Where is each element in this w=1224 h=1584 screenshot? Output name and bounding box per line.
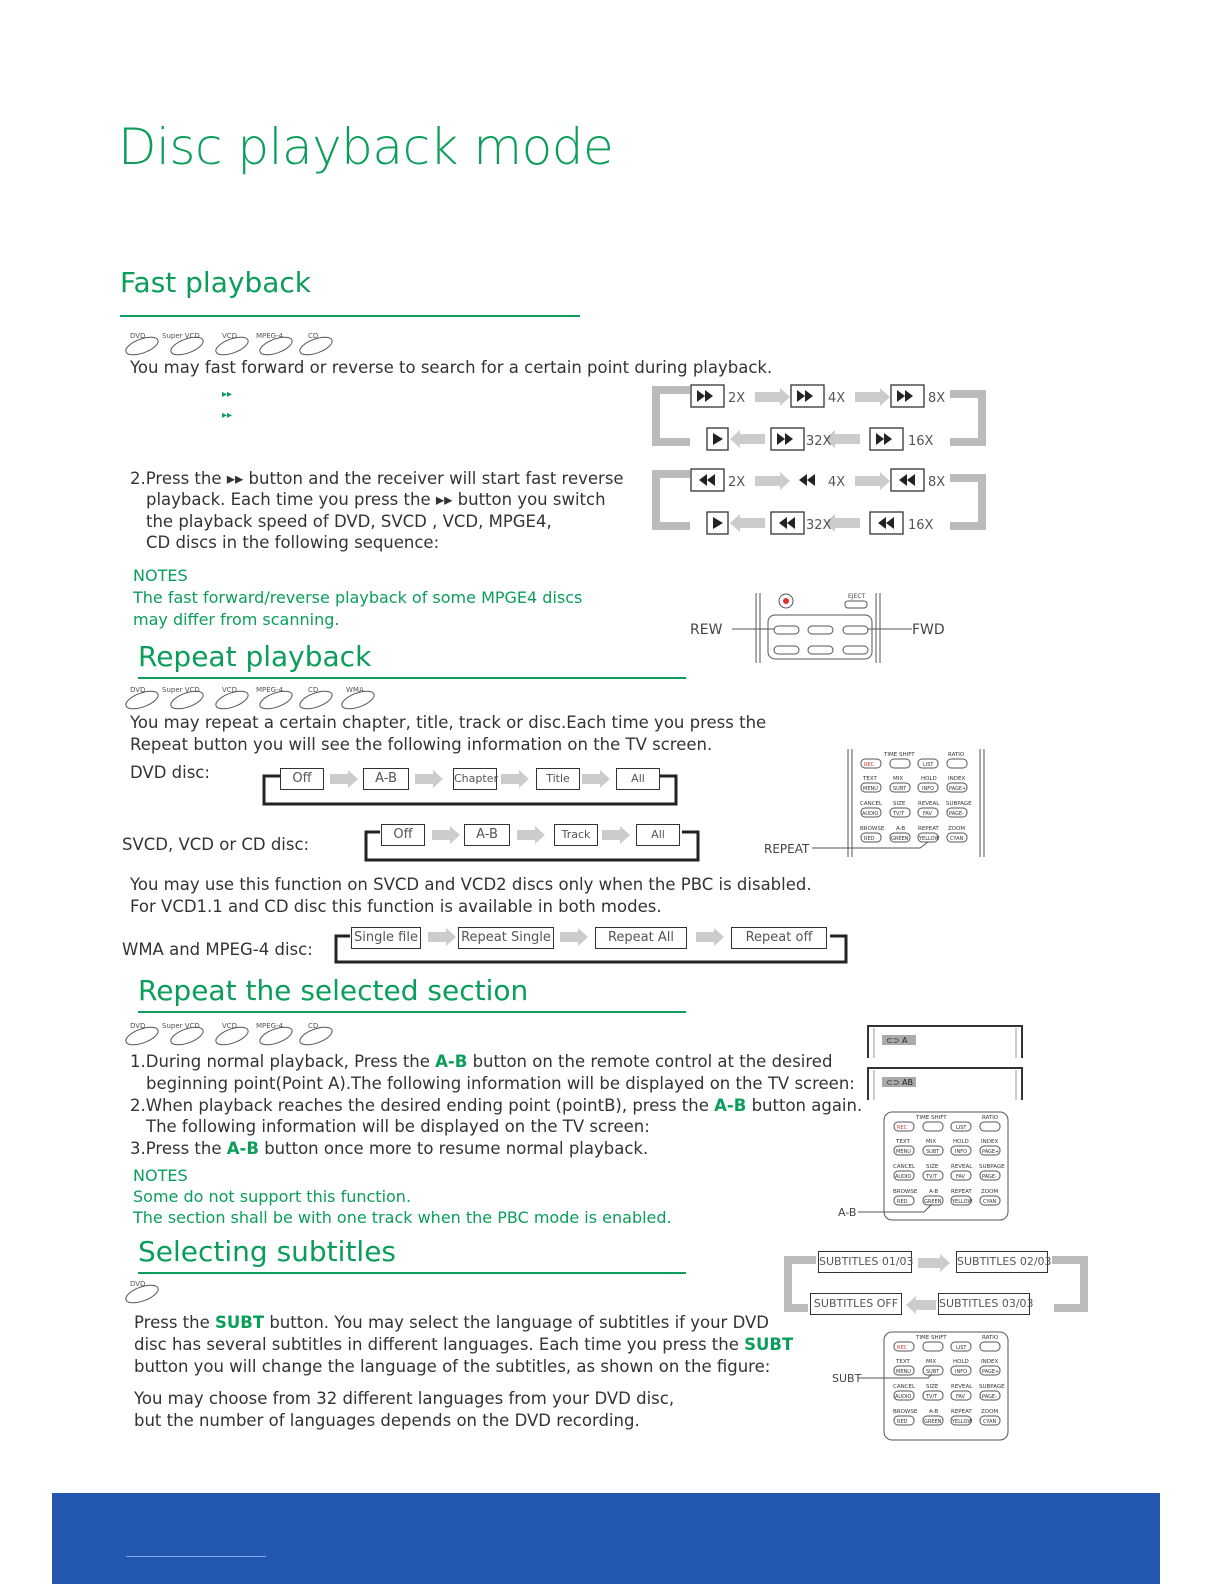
section-notes-line2: The section shall be with one track when the PBC mode is enabled. bbox=[133, 1208, 672, 1227]
svg-text:REC: REC bbox=[897, 1125, 908, 1131]
svg-text:MENU: MENU bbox=[896, 1369, 911, 1375]
reverse-speed-diagram bbox=[650, 466, 990, 536]
svg-text:CYAN: CYAN bbox=[950, 836, 964, 842]
svcd-seq-all: All bbox=[636, 824, 680, 846]
svg-text:⊂⊃: ⊂⊃ bbox=[886, 1036, 900, 1045]
fwd-label: FWD bbox=[912, 622, 945, 638]
speed-label: 8X bbox=[928, 475, 946, 490]
eject-label: EJECT bbox=[848, 593, 866, 600]
subt-line5: but the number of languages depends on the DVD recording. bbox=[134, 1411, 640, 1430]
svg-text:A-B: A-B bbox=[929, 1409, 939, 1415]
svg-text:MIX: MIX bbox=[893, 776, 904, 782]
svg-text:SIZE: SIZE bbox=[893, 801, 906, 807]
svg-text:REVEAL: REVEAL bbox=[951, 1384, 973, 1390]
ab-screens bbox=[864, 1022, 1028, 1102]
svg-text:SUBPAGE: SUBPAGE bbox=[946, 801, 972, 807]
svg-text:MENU: MENU bbox=[896, 1149, 911, 1155]
svcd-seq-off: Off bbox=[381, 824, 425, 846]
repeat-section-heading: Repeat the selected section bbox=[138, 974, 529, 1007]
repeat-intro-line2: Repeat button you will see the following information on the TV screen. bbox=[130, 735, 713, 754]
dvd-seq-all: All bbox=[616, 768, 660, 790]
svg-text:YELLOW: YELLOW bbox=[952, 1199, 973, 1205]
svg-text:SUBT: SUBT bbox=[926, 1149, 940, 1155]
svg-text:SUBT: SUBT bbox=[893, 786, 907, 792]
subtitles-disc-icons bbox=[124, 1278, 164, 1306]
svg-text:AUDIO: AUDIO bbox=[862, 811, 879, 817]
svg-text:RATIO: RATIO bbox=[948, 752, 965, 758]
svg-text:PAGE-: PAGE- bbox=[982, 1394, 997, 1400]
svg-text:SUBPAGE: SUBPAGE bbox=[979, 1164, 1005, 1170]
fast-step2-line2: playback. Each time you press the ▸▸ button you switch bbox=[146, 490, 606, 509]
svg-text:RED: RED bbox=[897, 1419, 908, 1425]
disc-icon-label: Super VCD bbox=[162, 686, 200, 694]
ab-remote-illustration bbox=[836, 1108, 1016, 1226]
dvd-seq-ab: A-B bbox=[363, 768, 409, 790]
wma-seq-repeat-off: Repeat off bbox=[731, 927, 827, 949]
speed-label: 32X bbox=[806, 518, 832, 533]
svg-text:SIZE: SIZE bbox=[926, 1164, 939, 1170]
svcd-disc-label: SVCD, VCD or CD disc: bbox=[122, 835, 310, 854]
svg-text:INFO: INFO bbox=[955, 1149, 968, 1155]
svg-text:SUBPAGE: SUBPAGE bbox=[979, 1384, 1005, 1390]
svg-text:FAV: FAV bbox=[956, 1174, 965, 1180]
rew-label: REW bbox=[690, 622, 723, 638]
speed-label: 2X bbox=[728, 391, 746, 406]
disc-icon-label: VCD bbox=[222, 686, 238, 694]
pbc-line1: You may use this function on SVCD and VCD2 discs only when the PBC is disabled. bbox=[130, 875, 812, 894]
fast-disc-icons bbox=[124, 330, 344, 358]
fast-notes-title: NOTES bbox=[133, 566, 188, 585]
svg-text:PAGE+: PAGE+ bbox=[949, 786, 967, 792]
svg-text:INFO: INFO bbox=[955, 1369, 968, 1375]
svg-text:MENU: MENU bbox=[863, 786, 878, 792]
svg-text:TIME SHIFT: TIME SHIFT bbox=[916, 1335, 947, 1341]
svg-text:REPEAT: REPEAT bbox=[951, 1189, 972, 1195]
disc-icon-label: VCD bbox=[222, 332, 238, 340]
svg-text:⊂⊃: ⊂⊃ bbox=[886, 1078, 900, 1087]
svg-text:CANCEL: CANCEL bbox=[893, 1164, 916, 1170]
fast-intro: You may fast forward or reverse to search for a certain point during playback. bbox=[130, 358, 773, 377]
svg-text:GREEN: GREEN bbox=[924, 1419, 942, 1425]
subt-line2: disc has several subtitles in different languages. Each time you press the SUBT bbox=[134, 1335, 794, 1354]
svg-text:REC: REC bbox=[897, 1345, 908, 1351]
disc-icon-label: DVD bbox=[130, 1022, 146, 1030]
dvd-seq-off: Off bbox=[280, 768, 324, 790]
section-step1: 1.During normal playback, Press the A-B button on the remote control at the desired bbox=[130, 1052, 833, 1071]
repeat-playback-heading: Repeat playback bbox=[138, 640, 372, 673]
svg-text:HOLD: HOLD bbox=[953, 1359, 969, 1365]
svg-text:AUDIO: AUDIO bbox=[895, 1174, 912, 1180]
svg-text:PAGE-: PAGE- bbox=[949, 811, 964, 817]
disc-icon-label: DVD bbox=[130, 686, 146, 694]
subt-line4: You may choose from 32 different languages from your DVD disc, bbox=[134, 1389, 675, 1408]
svg-text:BROWSE: BROWSE bbox=[860, 826, 885, 832]
speed-label: 16X bbox=[908, 518, 934, 533]
svg-text:ZOOM: ZOOM bbox=[981, 1189, 999, 1195]
svg-text:TIME SHIFT: TIME SHIFT bbox=[916, 1115, 947, 1121]
fast-step2-line4: CD discs in the following sequence: bbox=[146, 533, 440, 552]
ff-icon: ▸▸ bbox=[222, 389, 233, 400]
svg-text:RATIO: RATIO bbox=[982, 1335, 999, 1341]
disc-icon-label: CD bbox=[308, 1022, 319, 1030]
svg-text:TV/T: TV/T bbox=[926, 1174, 938, 1180]
subtitle-seq-02: SUBTITLES 02/03 bbox=[956, 1251, 1048, 1273]
svg-text:REC: REC bbox=[864, 762, 875, 768]
fast-step2-line3: the playback speed of DVD, SVCD , VCD, MPGE4, bbox=[146, 512, 552, 531]
svg-text:SUBT: SUBT bbox=[926, 1369, 940, 1375]
svg-text:MIX: MIX bbox=[926, 1359, 937, 1365]
fast-step2-line1: 2.Press the ▸▸ button and the receiver will start fast reverse bbox=[130, 469, 624, 488]
disc-icon-label: MPEG-4 bbox=[256, 332, 284, 340]
svg-text:INDEX: INDEX bbox=[948, 776, 966, 782]
repeat-section-rule bbox=[138, 1011, 686, 1013]
svg-text:REPEAT: REPEAT bbox=[918, 826, 939, 832]
speed-label: 4X bbox=[828, 391, 846, 406]
disc-icon-label: DVD bbox=[130, 332, 146, 340]
svg-text:PAGE-: PAGE- bbox=[982, 1174, 997, 1180]
section-step3: 3.Press the A-B button once more to resume normal playback. bbox=[130, 1139, 649, 1158]
ff-icon: ▸▸ bbox=[222, 410, 233, 421]
disc-icon-label: Super VCD bbox=[162, 1022, 200, 1030]
screen-ab-label: AB bbox=[902, 1078, 913, 1087]
disc-icon-label: CD bbox=[308, 686, 319, 694]
section-notes-line1: Some do not support this function. bbox=[133, 1187, 412, 1206]
subtitle-seq-01: SUBTITLES 01/03 bbox=[818, 1251, 912, 1273]
pbc-line2: For VCD1.1 and CD disc this function is available in both modes. bbox=[130, 897, 662, 916]
wma-disc-label: WMA and MPEG-4 disc: bbox=[122, 940, 313, 959]
subt-callout: SUBT bbox=[832, 1372, 862, 1385]
svg-text:LIST: LIST bbox=[956, 1125, 967, 1131]
svcd-seq-track: Track bbox=[554, 824, 598, 846]
section-step2-cont: The following information will be displayed on the TV screen: bbox=[146, 1117, 650, 1136]
fast-playback-heading: Fast playback bbox=[120, 266, 311, 299]
svg-text:REPEAT: REPEAT bbox=[951, 1409, 972, 1415]
subtitle-seq-03: SUBTITLES 03/03 bbox=[938, 1293, 1030, 1315]
svg-text:RATIO: RATIO bbox=[982, 1115, 999, 1121]
svg-text:GREEN: GREEN bbox=[891, 836, 909, 842]
ab-callout: A-B bbox=[838, 1206, 857, 1219]
svg-text:PAGE+: PAGE+ bbox=[982, 1149, 1000, 1155]
svg-text:ZOOM: ZOOM bbox=[981, 1409, 999, 1415]
svg-text:YELLOW: YELLOW bbox=[952, 1419, 973, 1425]
svg-text:A-B: A-B bbox=[896, 826, 906, 832]
svg-text:GREEN: GREEN bbox=[924, 1199, 942, 1205]
svg-text:FAV: FAV bbox=[923, 811, 932, 817]
svg-text:INFO: INFO bbox=[922, 786, 935, 792]
speed-label: 32X bbox=[806, 434, 832, 449]
svcd-seq-ab: A-B bbox=[464, 824, 510, 846]
svg-text:REVEAL: REVEAL bbox=[951, 1164, 973, 1170]
speed-label: 8X bbox=[928, 391, 946, 406]
disc-icon-label: MPEG-4 bbox=[256, 1022, 284, 1030]
svg-text:INDEX: INDEX bbox=[981, 1359, 999, 1365]
svg-text:SIZE: SIZE bbox=[926, 1384, 939, 1390]
svg-text:CANCEL: CANCEL bbox=[893, 1384, 916, 1390]
disc-icon-label: VCD bbox=[222, 1022, 238, 1030]
svg-text:HOLD: HOLD bbox=[921, 776, 937, 782]
repeat-remote-illustration bbox=[760, 745, 990, 860]
svg-text:YELLOW: YELLOW bbox=[919, 836, 940, 842]
svg-text:TEXT: TEXT bbox=[896, 1139, 910, 1145]
svg-text:FAV: FAV bbox=[956, 1394, 965, 1400]
subtitles-rule bbox=[138, 1272, 686, 1274]
footer-band bbox=[52, 1493, 1160, 1584]
fast-notes-line2: may differ from scanning. bbox=[133, 610, 340, 629]
svg-text:AUDIO: AUDIO bbox=[895, 1394, 912, 1400]
section-disc-icons bbox=[124, 1020, 344, 1048]
disc-icon-label: MPEG-4 bbox=[256, 686, 284, 694]
subtitle-seq-off: SUBTITLES OFF bbox=[810, 1293, 902, 1315]
svg-text:RED: RED bbox=[864, 836, 875, 842]
svg-text:REVEAL: REVEAL bbox=[918, 801, 940, 807]
svg-text:BROWSE: BROWSE bbox=[893, 1189, 918, 1195]
svg-text:LIST: LIST bbox=[956, 1345, 967, 1351]
svg-text:TEXT: TEXT bbox=[896, 1359, 910, 1365]
svg-text:TIME SHIFT: TIME SHIFT bbox=[884, 752, 915, 758]
svg-text:MIX: MIX bbox=[926, 1139, 937, 1145]
svg-text:HOLD: HOLD bbox=[953, 1139, 969, 1145]
subt-line1: Press the SUBT button. You may select the language of subtitles if your DVD bbox=[134, 1313, 769, 1332]
svg-text:CYAN: CYAN bbox=[983, 1419, 997, 1425]
svg-text:ZOOM: ZOOM bbox=[948, 826, 966, 832]
section-notes-title: NOTES bbox=[133, 1166, 188, 1185]
fast-playback-rule bbox=[120, 315, 580, 317]
svg-text:LIST: LIST bbox=[923, 762, 934, 768]
svg-text:BROWSE: BROWSE bbox=[893, 1409, 918, 1415]
svg-text:TEXT: TEXT bbox=[863, 776, 877, 782]
screen-a-label: A bbox=[902, 1036, 908, 1045]
dvd-seq-title: Title bbox=[536, 768, 580, 790]
svg-text:RED: RED bbox=[897, 1199, 908, 1205]
repeat-intro-line1: You may repeat a certain chapter, title, track or disc.Each time you press the bbox=[130, 713, 767, 732]
svg-text:TV/T: TV/T bbox=[926, 1394, 938, 1400]
svg-text:CANCEL: CANCEL bbox=[860, 801, 883, 807]
transport-remote-illustration bbox=[688, 588, 958, 668]
wma-seq-single-file: Single file bbox=[351, 927, 421, 949]
repeat-disc-icons bbox=[124, 684, 384, 712]
subtitles-heading: Selecting subtitles bbox=[138, 1235, 397, 1268]
subt-remote-illustration bbox=[830, 1328, 1020, 1444]
section-step1-cont: beginning point(Point A).The following information will be displayed on the TV screen: bbox=[146, 1074, 855, 1093]
wma-seq-repeat-all: Repeat All bbox=[595, 927, 687, 949]
dvd-disc-label: DVD disc: bbox=[130, 763, 210, 782]
subt-line3: button you will change the language of the subtitles, as shown on the figure: bbox=[134, 1357, 771, 1376]
svg-text:TV/T: TV/T bbox=[893, 811, 905, 817]
svg-text:INDEX: INDEX bbox=[981, 1139, 999, 1145]
section-step2: 2.When playback reaches the desired ending point (pointB), press the A-B button again. bbox=[130, 1096, 863, 1115]
svg-text:A-B: A-B bbox=[929, 1189, 939, 1195]
speed-label: 16X bbox=[908, 434, 934, 449]
disc-icon-label: CD bbox=[308, 332, 319, 340]
wma-seq-repeat-single: Repeat Single bbox=[458, 927, 554, 949]
footer-link-underline bbox=[126, 1556, 266, 1557]
speed-label: 2X bbox=[728, 475, 746, 490]
fast-notes-line1: The fast forward/reverse playback of some MPGE4 discs bbox=[133, 588, 583, 607]
disc-icon-label: DVD bbox=[130, 1280, 146, 1288]
svg-text:CYAN: CYAN bbox=[983, 1199, 997, 1205]
dvd-seq-chapter: Chapter bbox=[453, 768, 497, 790]
forward-speed-diagram bbox=[650, 382, 990, 452]
disc-icon-label: Super VCD bbox=[162, 332, 200, 340]
speed-label: 4X bbox=[828, 475, 846, 490]
page-title: Disc playback mode bbox=[118, 118, 614, 176]
repeat-playback-rule bbox=[138, 677, 686, 679]
repeat-callout: REPEAT bbox=[764, 842, 810, 856]
svg-text:PAGE+: PAGE+ bbox=[982, 1369, 1000, 1375]
disc-icon-label: WMA bbox=[346, 686, 364, 694]
